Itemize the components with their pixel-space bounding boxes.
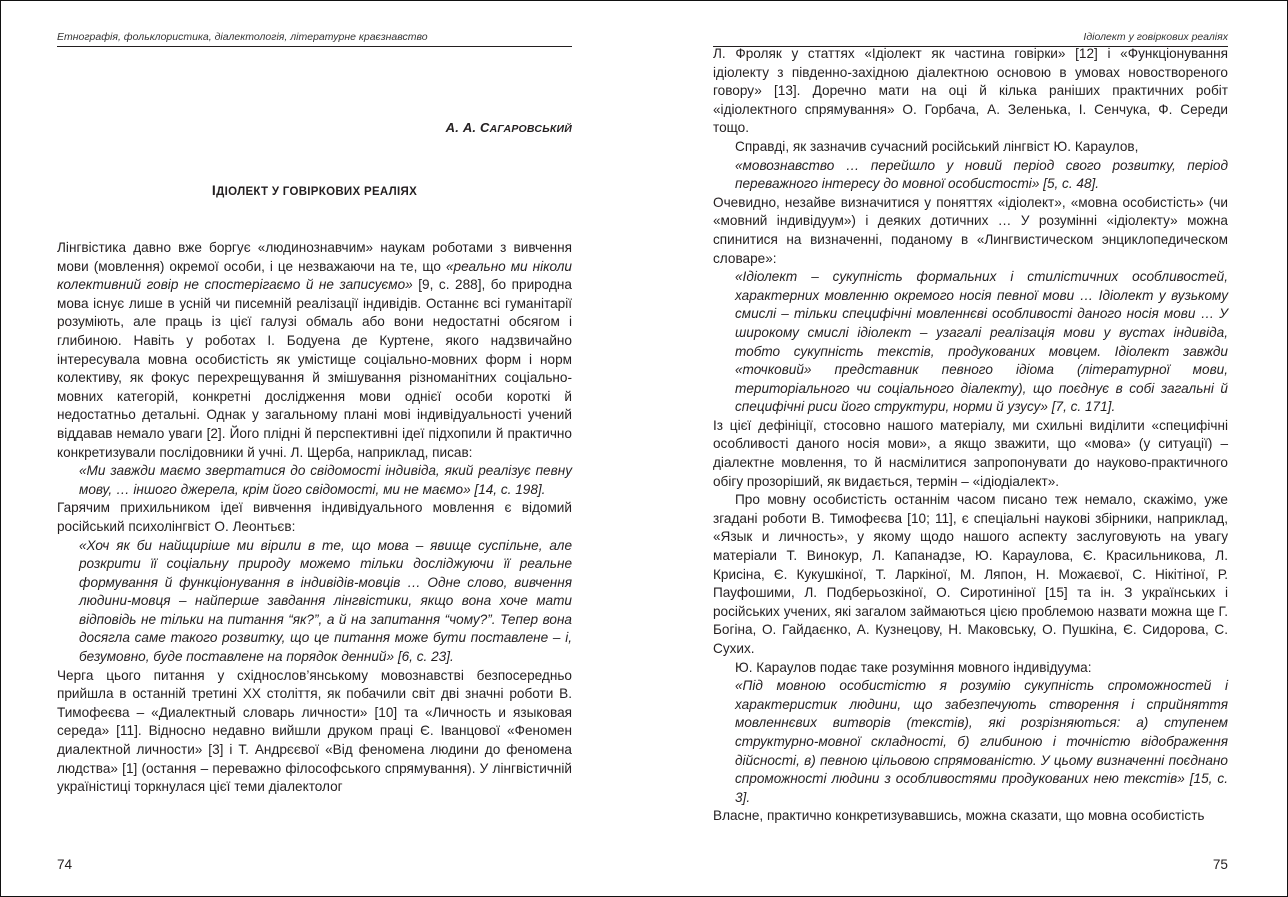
inline-quote: «реально ми ніколи колективний говір не спостерігаємо й не записуємо» [57, 258, 572, 293]
paragraph-text: Лінгвістика давно вже боргує «людинознавчим» наукам роботами з вивчення мови (мовлення) окремої особи, і це незважаючи на те, що [57, 240, 572, 274]
running-head-left: Етнографія, фольклористика, діалектологія, літературне краєзнавство [57, 31, 572, 47]
article-title [57, 182, 572, 198]
block-quote: «Ми завжди маємо звертатися до свідомості індивіда, який реалізує певну мову, … іншого джерела, крім його свідомості, ми не маємо» [14, с. 198]. [79, 463, 572, 497]
right-body-text [713, 45, 1228, 826]
title-initial: І [211, 182, 217, 198]
block-quote: «Ідіолект – сукупність формальних і стилістичних особливостей, характерних мовленню окремого носія певної мови … Ідіолект у вузькому смислі – тільки специфічні мовленнєві особливості даного носія мови … У широкому смислі ідіолект – узагалі реалізація мови у вустах індивіда, тобто сукупність текстів, продукованих мовцем. Ідіолект завжди «точковий» представник певного ідіома (літературної мови, територіального чи соціального діалекту), що поєднує в собі загальні й специфічні риси його структури, норми й узусу» [7, с. 171]. [735, 269, 1228, 415]
left-page [57, 0, 572, 897]
paragraph: Очевидно, незайве визначитися у поняттях «ідіолект», «мовна особистість» (чи «мовний індивідуум») і деяких дотичних … У розумінні «ідіолекту» можна спинитися на визначенні, поданому в «Лингвистическом энциклопедическом словаре»: [713, 194, 1228, 266]
paragraph-text: [9, с. 288], бо природна мова існує лише в усній чи писемній реалізації індивідів. Останнє всі гуманітарії розуміють, але праць із цієї галузі обмаль або вони недостатні обсягом і глибиною. Навіть у роботах І. Бодуена де Куртене, якого надзвичайно інтересувала мовна особистість як умістище соціально-мовних форм і норм колективу, як фокус перехрещування й змішування різноманітних соціально-мовних категорій, конкретні дослідження мови однієї особи короткі й недостатньо детальні. Однак у загальному плані мові індивідуальності учений віддавав немало уваги [2]. Його плідні й перспективні ідеї підхопили й практично конкретизували послідовники й учні. Л. Щерба, наприклад, писав: [57, 277, 572, 460]
left-body-text [57, 239, 572, 797]
running-head-right: Ідіолект у говіркових реаліях [713, 31, 1228, 47]
author-name [446, 120, 572, 135]
paragraph: Справді, як зазначив сучасний російський лінгвіст Ю. Караулов, [735, 138, 1139, 154]
paragraph: Про мовну особистість останнім часом писано теж немало, скажімо, уже згадані роботи В. Тимофеєва [10; 11], є спеціальні наукові збірники, наприклад, «Язык и личность», у якому щодо нашого аспекту заслуговують на увагу матеріали Т. Винокур, Л. Капанадзе, Ю. Караулова, Є. Красильникова, Л. Крисіна, Є. Кукушкіної, Т. Ларкіної, М. Ляпон, Н. Можаєвої, С. Нікітіної, Р. Пауфошими, Л. Подберьозкіної, О. Сиротиніної [15] та ін. З українських і російських учених, які загалом займаються цією проблемою назвати можна ще Г. Богіна, О. Гайдаєнко, А. Кузнецову, Н. Маковську, О. Пушкіна, Є. Сидорова, С. Сухих. [713, 492, 1228, 656]
paragraph: Власне, практично конкретизувавшись, можна сказати, що мовна особистість [713, 808, 1205, 824]
paragraph: Гарячим прихильником ідеї вивчення індивідуального мовлення є відомий російський психолінгвіст О. Леонтьєв: [57, 500, 572, 534]
block-quote: «мовознавство … перейшло у новий період свого розвитку, період переважного інтересу до мовної особистості» [5, с. 48]. [735, 157, 1228, 192]
paragraph: Л. Фроляк у статтях «Ідіолект як частина говірки» [12] і «Функціонування ідіолекту з південно-західною діалектною основою в умовах новоствореного говору» [13]. Доречно мати на оці й кілька раніших практичних робіт «ідіолектного спрямування» О. Горбача, А. Зеленька, І. Сенчука, Ф. Середи тощо. [713, 46, 1228, 136]
right-page [713, 0, 1228, 897]
paragraph [57, 239, 572, 462]
paragraph: Ю. Караулов подає таке розуміння мовного індивідуума: [735, 659, 1092, 675]
title-rest: ДІОЛЕКТ У ГОВІРКОВИХ РЕАЛІЯХ [216, 186, 418, 198]
page-number-right: 75 [1212, 857, 1228, 872]
page-number-left: 74 [57, 857, 73, 872]
paragraph: Черга цього питання у східнослов’янському мовознавстві безпосередньо прийшла в останній третині ХХ століття, як побачили світ дві значні роботи В. Тимофеєва – «Диалектный словарь личности» [10] та «Личность и языковая середа» [11]. Відносно недавно вийшли друком праці Є. Іванцової «Феномен диалектной личности» [3] і Т. Андрєєвої «Від феномена людини до феномена людства» [1] (остання – переважно філософського спрямування). У лінгвістичній україністиці торкнулася цієї теми діалектолог [57, 667, 572, 795]
author-initials: А. А. С [445, 120, 490, 135]
block-quote: «Під мовною особистістю я розумію сукупність спроможностей і характеристик людини, що забезпечують створення і сприйняття мовленнєвих витворів (текстів), які розрізняються: а) ступенем структурно-мовної складності, б) глибиною і точністю відображення дійсності, в) певною цільовою спрямованістю. У цьому визначенні поєднано спроможності людини з особливостями продукованих нею текстів» [15, с. 3]. [735, 678, 1228, 805]
paragraph: Із цієї дефініції, стосовно нашого матеріалу, ми схильні виділити «специфічні особливості даного носія мови», а якщо зважити, що «мова» (у ситуації) – діалектне мовлення, то й насмілитися запропонувати до науково-практичного обігу прозоріший, як видається, термін – «ідіодіалект». [713, 417, 1228, 489]
block-quote: «Хоч як би найщиріше ми вірили в те, що мова – явище суспільне, але розкрити її соціальну природу можемо тільки досліджуючи її реальне формування й функціонування в індивідів-мовців … Одне слово, вивчення людини-мовця – найперше завдання лінгвістики, якщо вона хоче мати відповідь не тільки на питання “як?”, а й на запитання “чому?”. Тепер вона досягла саме такого розвитку, що це питання може бути поставлене – і, безумовно, буде поставлене на порядок денний» [6, с. 23]. [79, 537, 572, 665]
author-surname: АГАРОВСЬКИЙ [489, 123, 572, 135]
